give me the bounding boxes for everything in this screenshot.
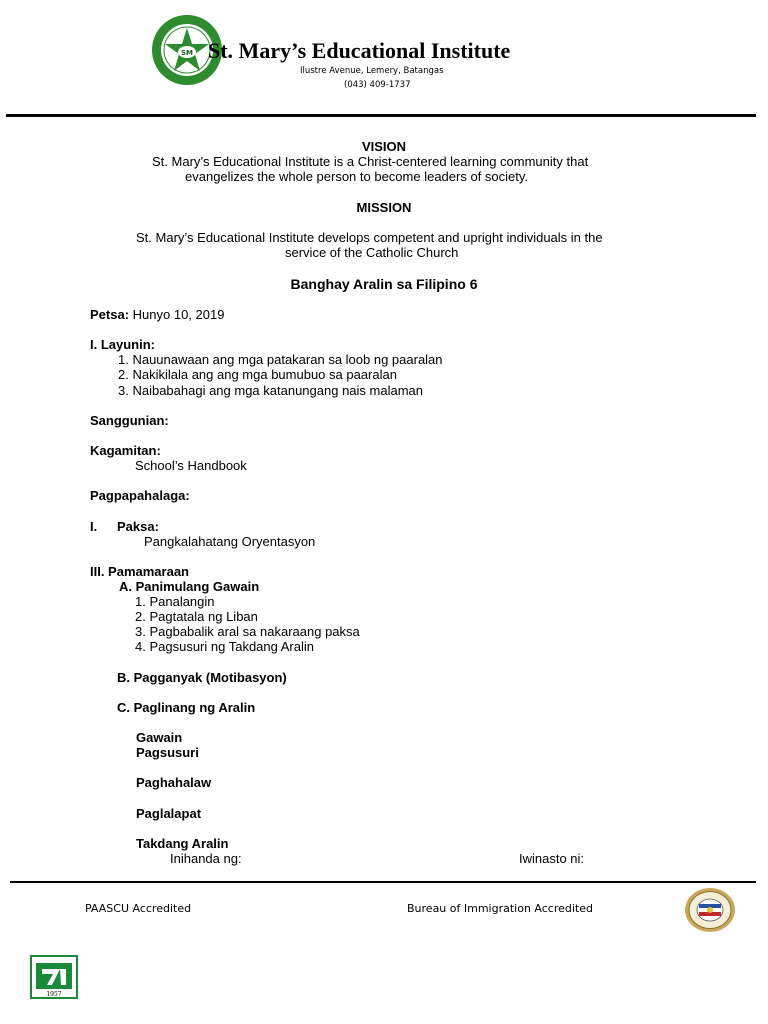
objective-item: 1. Nauunawaan ang mga patakaran sa loob ng paaralan (118, 352, 443, 367)
school-phone: (043) 409-1737 (344, 80, 411, 90)
mission-text-line1: St. Mary’s Educational Institute develops competent and upright individuals in the (136, 230, 603, 245)
footer-divider (10, 881, 756, 883)
checked-by-label: Iwinasto ni: (519, 851, 585, 866)
school-name: St. Mary’s Educational Institute (208, 38, 511, 63)
objective-item: 3. Naibabahagi ang mga katanungang nais malaman (118, 383, 423, 398)
mission-heading: MISSION (356, 200, 412, 215)
topic-value: Pangkalahatang Oryentasyon (144, 534, 316, 549)
analysis-label: Pagsusuri (136, 745, 199, 760)
date-row (90, 307, 224, 322)
paascu-accredited-text: PAASCU Accredited (85, 902, 192, 915)
mission-text-line2: service of the Catholic Church (285, 245, 459, 260)
date-value: Hunyo 10, 2019 (132, 307, 225, 322)
references-heading: Sanggunian: (90, 413, 169, 428)
application-label: Paglalapat (136, 806, 202, 821)
date-label: Petsa: (90, 307, 130, 322)
bureau-immigration-seal (684, 887, 736, 933)
procedure-a-item: 4. Pagsusuri ng Takdang Aralin (135, 639, 314, 654)
header-divider (6, 114, 756, 117)
objectives-heading: I. Layunin: (90, 337, 155, 352)
materials-heading: Kagamitan: (90, 443, 161, 458)
procedure-heading: III. Pamamaraan (90, 564, 189, 579)
school-address: Ilustre Avenue, Lemery, Batangas (300, 66, 444, 76)
assignment-label: Takdang Aralin (136, 836, 229, 851)
vision-text-line1: St. Mary’s Educational Institute is a Christ-centered learning community that (152, 154, 589, 169)
procedure-a-item: 3. Pagbabalik aral sa nakaraang paksa (135, 624, 360, 639)
lesson-plan-title: Banghay Aralin sa Filipino 6 (290, 276, 478, 292)
procedure-a-item: 2. Pagtatala ng Liban (135, 609, 258, 624)
abstraction-label: Paghahalaw (136, 775, 212, 790)
procedure-c-heading: C. Paglinang ng Aralin (117, 700, 256, 715)
activity-label: Gawain (136, 730, 183, 745)
svg-text:SM: SM (180, 49, 194, 57)
procedure-b-heading: B. Pagganyak (Motibasyon) (117, 670, 287, 685)
procedure-a-item: 1. Panalangin (135, 594, 215, 609)
values-heading: Pagpapahalaga: (90, 488, 190, 503)
bureau-accredited-text: Bureau of Immigration Accredited (407, 902, 593, 915)
materials-value: School’s Handbook (135, 458, 247, 473)
objective-item: 2. Nakikilala ang ang mga bumubuo sa paaralan (118, 367, 397, 382)
prepared-by-label: Inihanda ng: (170, 851, 242, 866)
paascu-logo (30, 955, 78, 999)
topic-heading: Paksa: (117, 519, 159, 534)
paascu-year: 1957 (46, 991, 62, 998)
vision-heading: VISION (361, 139, 407, 154)
vision-text-line2: evangelizes the whole person to become leaders of society. (185, 169, 529, 184)
topic-number: I. (90, 519, 98, 534)
procedure-a-heading: A. Panimulang Gawain (119, 579, 260, 594)
